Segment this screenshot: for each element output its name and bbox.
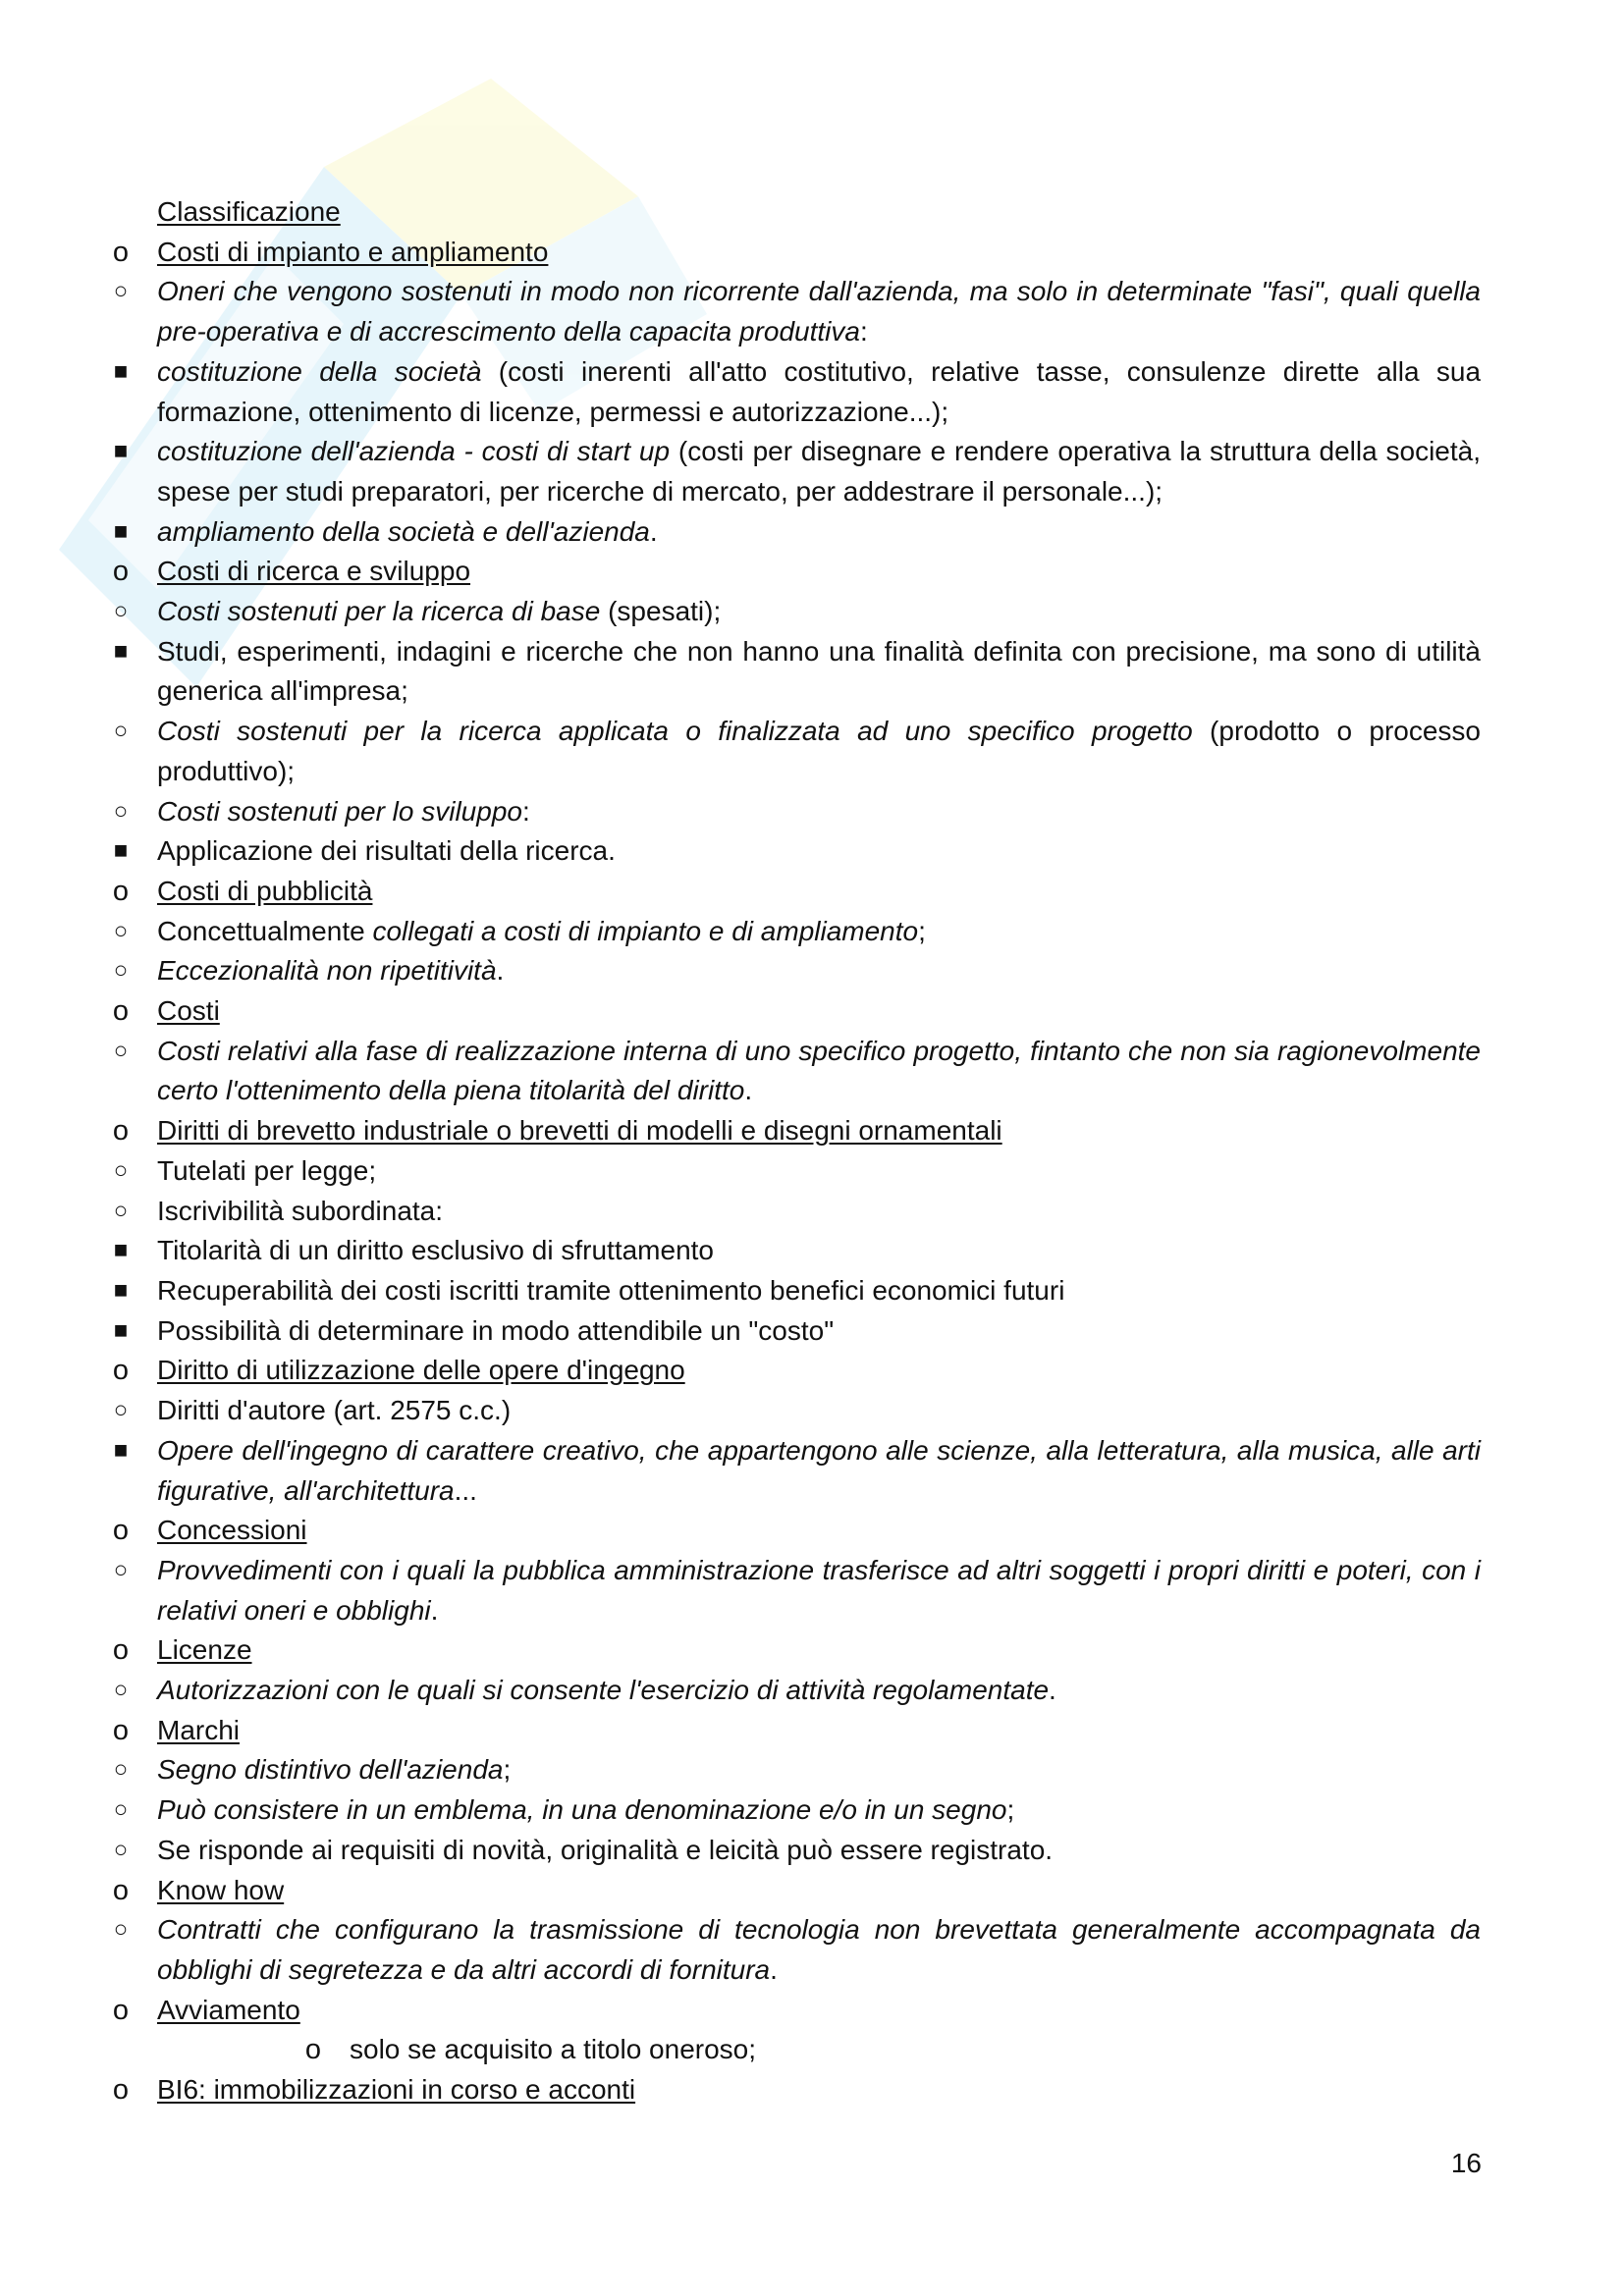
- item-text: costituzione dell'azienda - costi di start up: [157, 436, 671, 467]
- circle-bullet-icon: ○: [113, 718, 129, 745]
- list-item: [98, 1551, 1481, 1630]
- square-bullet-icon: ■: [113, 1436, 129, 1464]
- list-item: [98, 2030, 1481, 2070]
- list-item: [98, 712, 1481, 791]
- page-number: 16: [1450, 2148, 1482, 2178]
- item-text: costituzione della società: [157, 355, 482, 387]
- heading-text: Classificazione: [157, 196, 341, 227]
- list-item: [98, 1391, 1481, 1431]
- o-bullet: o: [112, 995, 130, 1028]
- list-item: [98, 1111, 1481, 1151]
- circle-bullet-icon: ○: [113, 1677, 129, 1704]
- heading-text: Marchi: [157, 1714, 241, 1745]
- item-text: ;: [918, 915, 926, 946]
- list-item: [98, 831, 1481, 872]
- circle-bullet-icon: ○: [113, 1037, 129, 1064]
- item-text: ...: [454, 1474, 477, 1506]
- list-item: [98, 1511, 1481, 1551]
- o-bullet: o: [112, 2074, 130, 2107]
- item-text: Concettualmente: [157, 915, 373, 946]
- item-text: Tutelati per legge;: [157, 1154, 377, 1186]
- list-item: [98, 512, 1481, 553]
- item-text: :: [521, 795, 530, 827]
- list-item: [98, 1192, 1481, 1232]
- item-text: Diritti d'autore (art. 2575 c.c.): [157, 1395, 512, 1426]
- item-text: Eccezionalità non ripetitività: [157, 955, 497, 987]
- o-bullet: o: [112, 1994, 130, 2026]
- item-text: (spesati);: [600, 596, 722, 627]
- o-bullet: o: [112, 556, 130, 588]
- heading-text: Know how: [157, 1874, 285, 1905]
- item-text: Contratti che configurano la trasmissione di tecnologia non brevettata generalmente accompagnata da obblighi di segretezza e da altri accordi di fornitura: [157, 1914, 1481, 1985]
- heading-text: Licenze: [157, 1634, 252, 1666]
- list-item: [98, 632, 1481, 712]
- item-text: Provvedimenti con i quali la pubblica amministrazione trasferisce ad altri soggetti i propri diritti e poteri, con i relativi oneri e obblighi: [157, 1554, 1481, 1626]
- item-text: solo se acquisito a titolo oneroso;: [350, 2034, 757, 2065]
- list-item: [98, 272, 1481, 351]
- item-text: ;: [1006, 1794, 1015, 1826]
- list-item: [98, 1032, 1481, 1111]
- item-text: (prodotto o processo produttivo);: [157, 716, 1482, 786]
- circle-bullet-icon: ○: [113, 1756, 129, 1784]
- list-item: [98, 1910, 1481, 1990]
- circle-bullet-icon: ○: [113, 1836, 129, 1863]
- list-item: [98, 991, 1481, 1032]
- list-item: [98, 1831, 1481, 1871]
- list-item: [98, 1991, 1481, 2031]
- item-text: Oneri che vengono sostenuti in modo non ricorrente dall'azienda, ma solo in determinate "fasi", quali quella pre-operativa e di accrescimento della capacita produttiva: [157, 276, 1481, 347]
- list-item: [98, 872, 1481, 912]
- item-text: (costi per disegnare e rendere operativa la struttura della società, spese per studi preparatori, per ricerche di mercato, per addestrare il personale...);: [157, 436, 1481, 507]
- circle-bullet-icon: ○: [113, 1916, 129, 1944]
- list-item: [98, 432, 1481, 511]
- heading-text: Costi di pubblicità: [157, 875, 373, 906]
- list-item: [98, 912, 1481, 952]
- item-text: .: [744, 1075, 753, 1106]
- o-bullet: o: [112, 875, 130, 907]
- circle-bullet-icon: ○: [113, 957, 129, 985]
- item-text: Titolarità di un diritto esclusivo di sfruttamento: [157, 1235, 714, 1266]
- o-bullet: o: [112, 236, 130, 268]
- item-text: Opere dell'ingegno di carattere creativo, che appartengono alle scienze, alla letteratura, alla musica, alle arti figurative, all'architettura: [157, 1434, 1481, 1506]
- list-item: [98, 1790, 1481, 1831]
- item-text: Se risponde ai requisiti di novità, originalità e leicità può essere registrato.: [157, 1834, 1054, 1865]
- item-text: Costi relativi alla fase di realizzazione interna di uno specifico progetto, fintanto che non sia ragionevolmente certo l'ottenimento della piena titolarità del diritto: [157, 1035, 1481, 1106]
- item-text: Possibilità di determinare in modo attendibile un "costo": [157, 1314, 835, 1346]
- circle-bullet-icon: ○: [113, 1156, 129, 1184]
- list-item: [98, 233, 1481, 273]
- circle-bullet-icon: ○: [113, 1397, 129, 1424]
- square-bullet-icon: ■: [113, 357, 129, 385]
- circle-bullet-icon: ○: [113, 278, 129, 305]
- list-item: [98, 2070, 1481, 2110]
- square-bullet-icon: ■: [113, 517, 129, 545]
- item-text: Costi sostenuti per la ricerca applicata o finalizzata ad uno specifico progetto: [157, 716, 1193, 747]
- square-bullet-icon: ■: [113, 1237, 129, 1264]
- heading-text: Costi di ricerca e sviluppo: [157, 556, 471, 587]
- o-bullet: o: [112, 1714, 130, 1746]
- heading-text: Diritto di utilizzazione delle opere d'ingegno: [157, 1355, 685, 1386]
- item-text: ;: [503, 1754, 512, 1786]
- item-text: Iscrivibilità subordinata:: [157, 1195, 444, 1226]
- list-item: [98, 1671, 1481, 1711]
- list-item: [98, 1351, 1481, 1391]
- o-bullet: o: [112, 1115, 130, 1148]
- list-item: [98, 552, 1481, 592]
- item-text: Recuperabilità dei costi iscritti tramite ottenimento benefici economici futuri: [157, 1274, 1065, 1306]
- list-item: [98, 1711, 1481, 1751]
- circle-bullet-icon: ○: [113, 1556, 129, 1583]
- list-item: [98, 1271, 1481, 1311]
- square-bullet-icon: ■: [113, 438, 129, 465]
- square-bullet-icon: ■: [113, 1316, 129, 1344]
- o-bullet: o: [112, 1634, 130, 1667]
- item-text: Costi sostenuti per lo sviluppo: [157, 795, 522, 827]
- item-text: (costi inerenti all'atto costitutivo, relative tasse, consulenze dirette alla sua formazione, ottenimento di licenze, permessi e autorizzazione...);: [157, 355, 1482, 427]
- item-text: Può consistere in un emblema, in una denominazione e/o in un segno: [157, 1794, 1007, 1826]
- list-item: [98, 951, 1481, 991]
- o-bullet: o: [304, 2034, 322, 2066]
- list-item: [98, 1311, 1481, 1352]
- item-text: .: [770, 1953, 778, 1985]
- item-text: :: [859, 316, 868, 347]
- heading-text: Costi di impianto e ampliamento: [157, 236, 549, 267]
- o-bullet: o: [112, 1874, 130, 1906]
- item-text: Applicazione dei risultati della ricerca.: [157, 835, 616, 867]
- circle-bullet-icon: ○: [113, 1197, 129, 1224]
- list-item: [98, 352, 1481, 432]
- item-text: Segno distintivo dell'azienda: [157, 1754, 504, 1786]
- item-text: Studi, esperimenti, indagini e ricerche che non hanno una finalità definita con precisione, ma sono di utilità generica all'impresa;: [157, 635, 1481, 707]
- circle-bullet-icon: ○: [113, 1796, 129, 1824]
- list-item: [98, 1151, 1481, 1192]
- item-text: ampliamento della società e dell'azienda: [157, 515, 650, 547]
- list-item: [98, 1750, 1481, 1790]
- item-text: collegati a costi di impianto e di ampliamento: [372, 915, 919, 946]
- circle-bullet-icon: ○: [113, 598, 129, 625]
- square-bullet-icon: ■: [113, 1276, 129, 1304]
- square-bullet-icon: ■: [113, 637, 129, 665]
- list-item: [98, 1630, 1481, 1671]
- circle-bullet-icon: ○: [113, 797, 129, 825]
- heading-text: Concessioni: [157, 1515, 307, 1546]
- item-text: .: [496, 955, 505, 987]
- item-text: .: [649, 515, 658, 547]
- list-item: [98, 1871, 1481, 1911]
- heading-text: Diritti di brevetto industriale o brevetti di modelli e disegni ornamentali: [157, 1115, 1002, 1147]
- item-text: Autorizzazioni con le quali si consente l'esercizio di attività regolamentate: [157, 1675, 1050, 1706]
- item-text: .: [430, 1594, 439, 1626]
- document-body: [98, 192, 1481, 2110]
- item-text: Costi sostenuti per la ricerca di base: [157, 596, 601, 627]
- square-bullet-icon: ■: [113, 837, 129, 865]
- heading-text: BI6: immobilizzazioni in corso e acconti: [157, 2074, 636, 2106]
- section-heading: [98, 192, 1481, 233]
- list-item: [98, 1231, 1481, 1271]
- heading-text: Costi: [157, 995, 220, 1027]
- list-item: [98, 592, 1481, 632]
- list-item: [98, 1431, 1481, 1511]
- o-bullet: o: [112, 1515, 130, 1547]
- heading-text: Avviamento: [157, 1994, 300, 2025]
- list-item: [98, 792, 1481, 832]
- item-text: .: [1049, 1675, 1056, 1706]
- circle-bullet-icon: ○: [113, 917, 129, 944]
- o-bullet: o: [112, 1355, 130, 1387]
